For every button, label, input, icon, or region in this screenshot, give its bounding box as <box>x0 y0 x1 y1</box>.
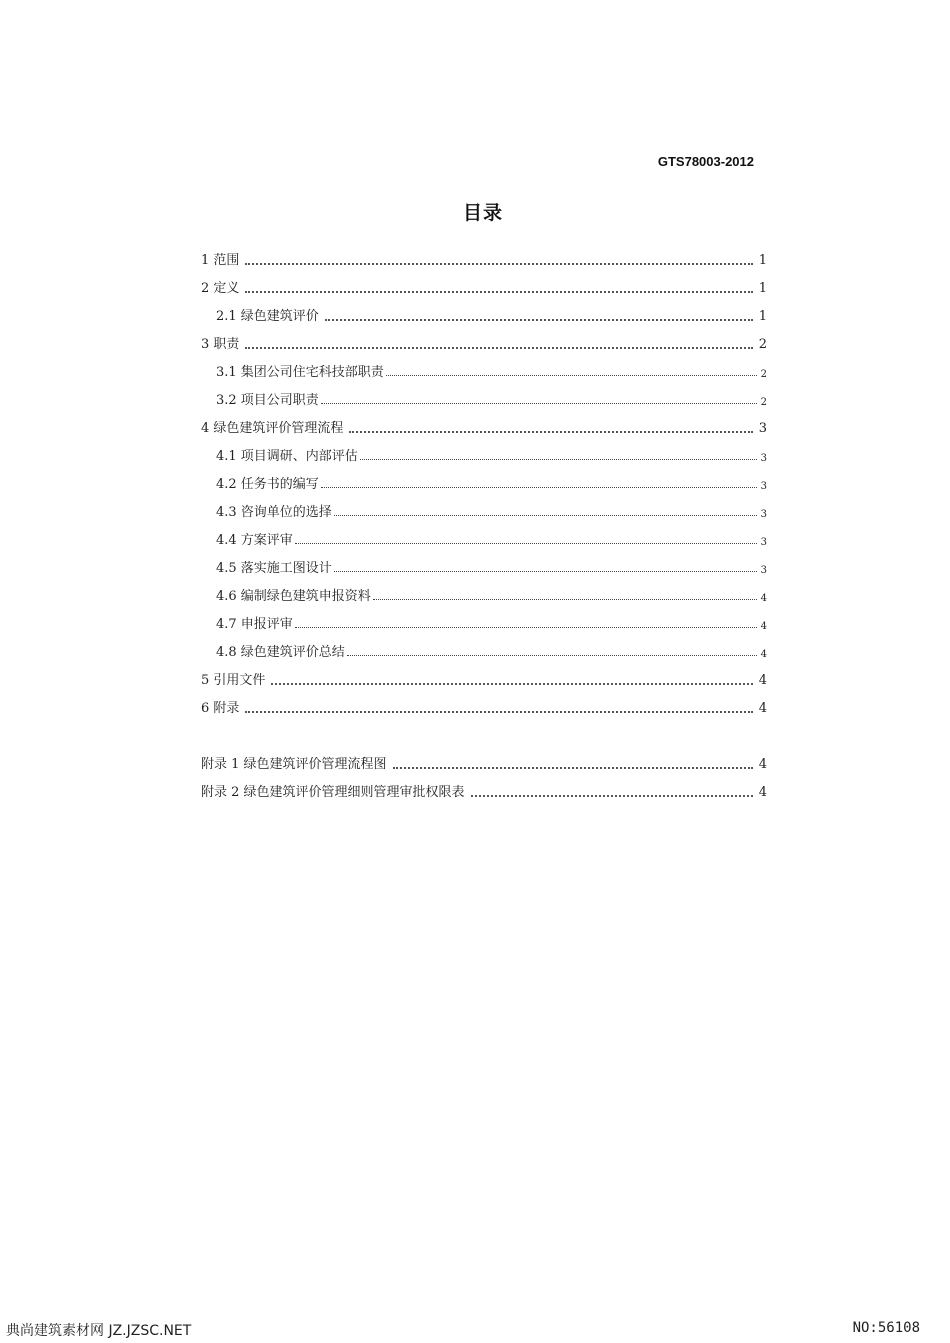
watermark-number: NO:56108 <box>852 1320 920 1336</box>
toc-entry-page-number: 3 <box>760 509 767 520</box>
watermark-site-name: 典尚建筑素材网 JZ.JZSC.NET <box>6 1323 192 1339</box>
dot-leader <box>321 403 757 404</box>
toc-entry-page-number: 3 <box>760 453 767 464</box>
toc-entry[interactable] <box>201 240 767 268</box>
dot-leader <box>271 683 752 685</box>
toc-entry-page-number: 2 <box>758 337 767 352</box>
toc-entry-page-number: 2 <box>760 369 767 380</box>
toc-entry-page-number: 4 <box>758 757 767 772</box>
toc-entry[interactable] <box>216 520 767 548</box>
toc-entry-label: 3 职责 <box>201 337 240 352</box>
toc-entry[interactable] <box>201 268 767 296</box>
toc-entry[interactable] <box>216 436 767 464</box>
document-code: GTS78003-2012 <box>657 154 754 169</box>
toc-entry-page-number: 4 <box>760 649 767 660</box>
toc-entry-label: 3.2 项目公司职责 <box>216 393 319 408</box>
toc-entry-page-number: 4 <box>758 673 767 688</box>
dot-leader <box>325 319 753 321</box>
dot-leader <box>386 375 757 376</box>
dot-leader <box>334 571 757 572</box>
toc-entry-label: 4.1 项目调研、内部评估 <box>216 449 358 464</box>
dot-leader <box>393 767 753 769</box>
dot-leader <box>347 655 757 656</box>
dot-leader <box>471 795 753 797</box>
dot-leader <box>321 487 757 488</box>
toc-entry-label: 附录 2 绿色建筑评价管理细则管理审批权限表 <box>201 785 465 800</box>
dot-leader <box>245 711 752 713</box>
toc-entry-page-number: 4 <box>760 621 767 632</box>
toc-entry[interactable] <box>216 296 767 324</box>
dot-leader <box>360 459 757 460</box>
toc-entry[interactable] <box>216 548 767 576</box>
toc-entry-label: 附录 1 绿色建筑评价管理流程图 <box>201 757 387 772</box>
toc-entry-label: 4.3 咨询单位的选择 <box>216 505 332 520</box>
toc-entry[interactable] <box>201 408 767 436</box>
toc-entry-label: 2.1 绿色建筑评价 <box>216 309 319 324</box>
toc-entry[interactable] <box>216 492 767 520</box>
toc-entry-page-number: 3 <box>760 537 767 548</box>
toc-entry-label: 4.2 任务书的编写 <box>216 477 319 492</box>
toc-entry[interactable] <box>201 660 767 688</box>
dot-leader <box>349 431 752 433</box>
toc-entry-page-number: 3 <box>760 565 767 576</box>
toc-entry-label: 4.5 落实施工图设计 <box>216 561 332 576</box>
dot-leader <box>373 599 757 600</box>
toc-entry-page-number: 2 <box>760 397 767 408</box>
toc-entry-page-number: 1 <box>758 253 767 268</box>
toc-entry[interactable] <box>216 464 767 492</box>
toc-entry-label: 4.4 方案评审 <box>216 533 293 548</box>
toc-entry-page-number: 4 <box>760 593 767 604</box>
dot-leader <box>334 515 757 516</box>
toc-entry[interactable] <box>216 576 767 604</box>
toc-entry-page-number: 1 <box>758 309 767 324</box>
appendix-entry[interactable] <box>201 772 767 800</box>
toc-entry-label: 3.1 集团公司住宅科技部职责 <box>216 365 384 380</box>
toc-entry-label: 6 附录 <box>201 701 240 716</box>
toc-entry-label: 1 范围 <box>201 253 240 268</box>
dot-leader <box>245 263 752 265</box>
toc-entry[interactable] <box>201 324 767 352</box>
toc-entry-label: 2 定义 <box>201 281 240 296</box>
dot-leader <box>245 347 752 349</box>
toc-entry-label: 4 绿色建筑评价管理流程 <box>201 421 344 436</box>
dot-leader <box>245 291 752 293</box>
toc-entry-page-number: 3 <box>760 481 767 492</box>
toc-entry[interactable] <box>216 380 767 408</box>
toc-entry-label: 5 引用文件 <box>201 673 266 688</box>
toc-entry-page-number: 3 <box>758 421 767 436</box>
toc-entry-label: 4.7 申报评审 <box>216 617 293 632</box>
toc-entry-label: 4.6 编制绿色建筑申报资料 <box>216 589 371 604</box>
toc-entry-page-number: 4 <box>758 701 767 716</box>
toc-entry[interactable] <box>201 688 767 716</box>
toc-entry-label: 4.8 绿色建筑评价总结 <box>216 645 345 660</box>
toc-entry[interactable] <box>216 632 767 660</box>
toc-entry-page-number: 4 <box>758 785 767 800</box>
toc-entry[interactable] <box>216 604 767 632</box>
toc-entry-page-number: 1 <box>758 281 767 296</box>
page-title: 目录 <box>462 202 503 224</box>
toc-entry[interactable] <box>216 352 767 380</box>
appendix-entry[interactable] <box>201 744 767 772</box>
dot-leader <box>295 543 757 544</box>
dot-leader <box>295 627 757 628</box>
